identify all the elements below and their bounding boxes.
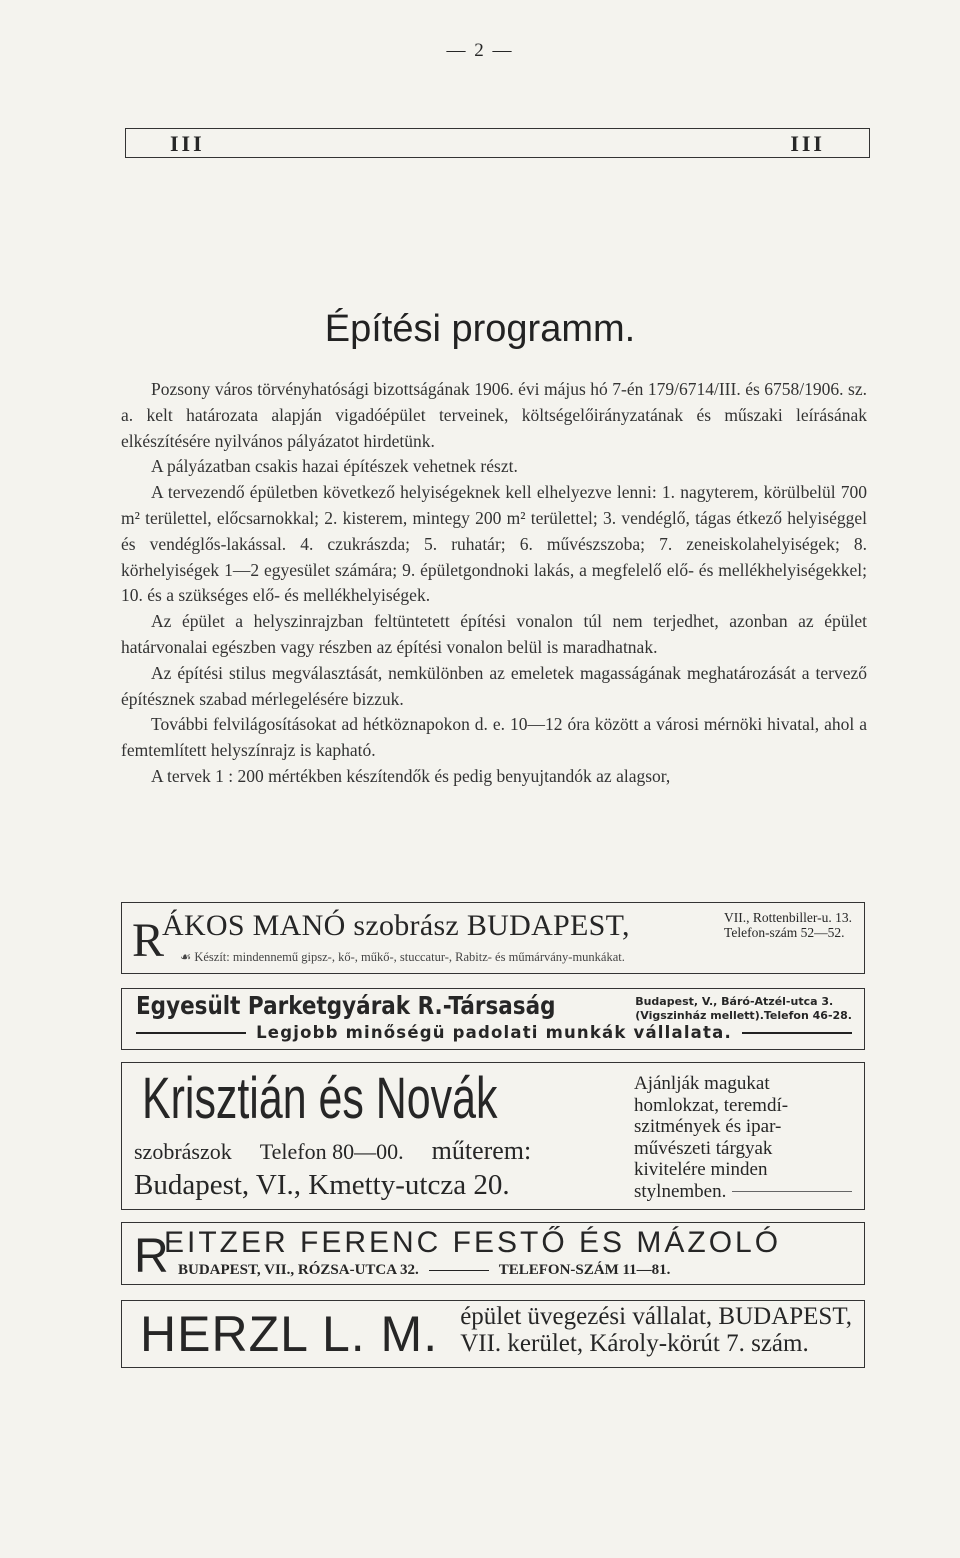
ad-krisztian-side-line: Ajánlják magukat [634, 1073, 770, 1094]
ad-reitzer-phone: TELEFON-SZÁM 11—81. [498, 1262, 671, 1278]
ad-rakos-address-line2: Telefon-szám 52—52. [724, 925, 845, 940]
divider [742, 1032, 852, 1034]
ad-parketgyarak [121, 988, 865, 1050]
divider [136, 1032, 246, 1034]
ad-reitzer-name: EITZER FERENC FESTŐ ÉS MÁZOLÓ [164, 1226, 782, 1259]
ad-krisztian-profession: szobrászok [134, 1139, 232, 1164]
ad-herzl-description-line1: épület üvegezési vállalat, BUDAPEST, [460, 1303, 852, 1330]
ad-herzl-name: HERZL L. M. [140, 1306, 439, 1362]
divider [732, 1191, 852, 1192]
paragraph-announcement: Pozsony város törvényhatósági bizottságának 1906. évi május hó 7-én 179/6714/III. és 6758/1906. sz. a. kelt határozata alapján vigadóépület terveinek, költségelőirányzatának és műszaki leírásának elkészítésére nyilvános pályázatot hirdetünk. [121, 379, 867, 451]
ad-rakos-description-text: Készít: mindennemű gipsz-, kő-, műkő-, stuccatur-, Rabitz- és műmárvány-munkákat. [194, 950, 625, 964]
ad-reitzer-address: BUDAPEST, VII., RÓZSA-UTCA 32. [178, 1262, 419, 1278]
ad-krisztian-side-line: kivitelére minden [634, 1159, 768, 1180]
ad-parketgyarak-name: Egyesült Parketgyárak R.-Társaság [136, 991, 556, 1020]
ad-reitzer-ferenc [121, 1222, 865, 1285]
paragraph-building-line: Az épület a helyszinrajzban feltüntetett építési vonalon túl nem terjedhet, azonban az épület határvonalai egészben vagy részben az építési vonalon belül is maradhatnak. [121, 611, 867, 657]
paragraph-style: Az építési stilus megválasztását, nemkülönben az emeletek magasságának meghatározását a tervező építésznek szabad mérlegelésére bizzuk. [121, 662, 867, 709]
ad-krisztian-novak [121, 1062, 865, 1210]
ad-herzl [121, 1300, 865, 1368]
ad-krisztian-address: Budapest, VI., Kmetty-utcza 20. [134, 1169, 510, 1201]
ad-krisztian-name: Krisztián és Novák [142, 1066, 498, 1131]
ornament-bars-left: III [170, 131, 205, 156]
paragraph-rooms: A tervezendő épületben következő helyiségeknek kell elhelyezve lenni: 1. nagyterem, körülbelül 700 m² területtel, előcsarnokkal; 2. kisterem, mintegy 200 m² területtel; 3. vendéglő, tágas étkező helyiséggel és vendéglős-lakással. 4. czukrászda; 5. ruhatár; 6. művészszoba; 7. zeneiskolahelyiségek; 8. körhelyiségek 1—2 egyesület számára; 9. épületgondnoki lakás, a megfelelő elő- és mellékhelyiségekkel; 10. és a szükséges elő- és mellékhelyiségek. [121, 482, 867, 606]
ad-reitzer-contact [178, 1262, 850, 1279]
ad-rakos-address [724, 910, 852, 940]
ad-rakos-initial: R [132, 914, 165, 967]
paragraph-scale: A tervek 1 : 200 mértékben készítendők és pedig benyujtandók az alagsor, [151, 765, 671, 786]
ad-krisztian-details [134, 1136, 531, 1166]
ad-krisztian-side-last-row [634, 1181, 852, 1203]
ad-parketgyarak-address-line1: Budapest, V., Báró-Atzél-utca 3. [635, 995, 834, 1008]
ornament-bars-right: III [790, 131, 825, 156]
ad-krisztian-side-line: stylnemben. [634, 1180, 727, 1202]
paragraph-eligibility: A pályázatban csakis hazai építészek vehetnek részt. [151, 456, 518, 477]
ad-krisztian-phone: Telefon 80—00. [259, 1139, 404, 1164]
program-text [121, 377, 867, 790]
ad-rakos-name: ÁKOS MANÓ szobrász BUDAPEST, [162, 909, 630, 942]
ad-parketgyarak-tagline: Legjobb minőségü padolati munkák vállalata. [256, 1023, 732, 1042]
page-title: Építési programm. [324, 308, 636, 350]
ad-herzl-description [460, 1303, 852, 1357]
header-ornament-frame [125, 128, 870, 158]
paragraph-information: További felvilágosításokat ad hétköznapokon d. e. 10—12 óra között a városi mérnöki hivatal, ahol a femtemlített helyszínrajz is kapható. [121, 714, 867, 761]
ad-herzl-description-line2: VII. kerület, Károly-körút 7. szám. [460, 1330, 809, 1357]
page-number: — 2 — [446, 40, 514, 61]
ad-krisztian-side-line: szitmények és ipar- [634, 1116, 782, 1137]
ad-krisztian-studio: műterem: [431, 1136, 532, 1165]
ad-krisztian-side-line: művészeti tárgyak [634, 1137, 773, 1159]
ad-reitzer-initial: R [134, 1230, 169, 1283]
ad-krisztian-side-text [634, 1073, 852, 1202]
divider [429, 1270, 489, 1271]
ad-rakos-mano [121, 902, 865, 974]
ad-krisztian-side-line: homlokzat, teremdí- [634, 1094, 789, 1116]
ad-parketgyarak-address-line2: (Vigszinház mellett).Telefon 46-28. [635, 1009, 852, 1022]
ad-rakos-address-line1: VII., Rottenbiller-u. 13. [724, 910, 852, 925]
ad-parketgyarak-tagline-row [136, 1023, 852, 1042]
ad-rakos-description [180, 949, 625, 965]
ad-parketgyarak-address [635, 995, 852, 1023]
ornament-icon: ☙ [180, 950, 195, 964]
